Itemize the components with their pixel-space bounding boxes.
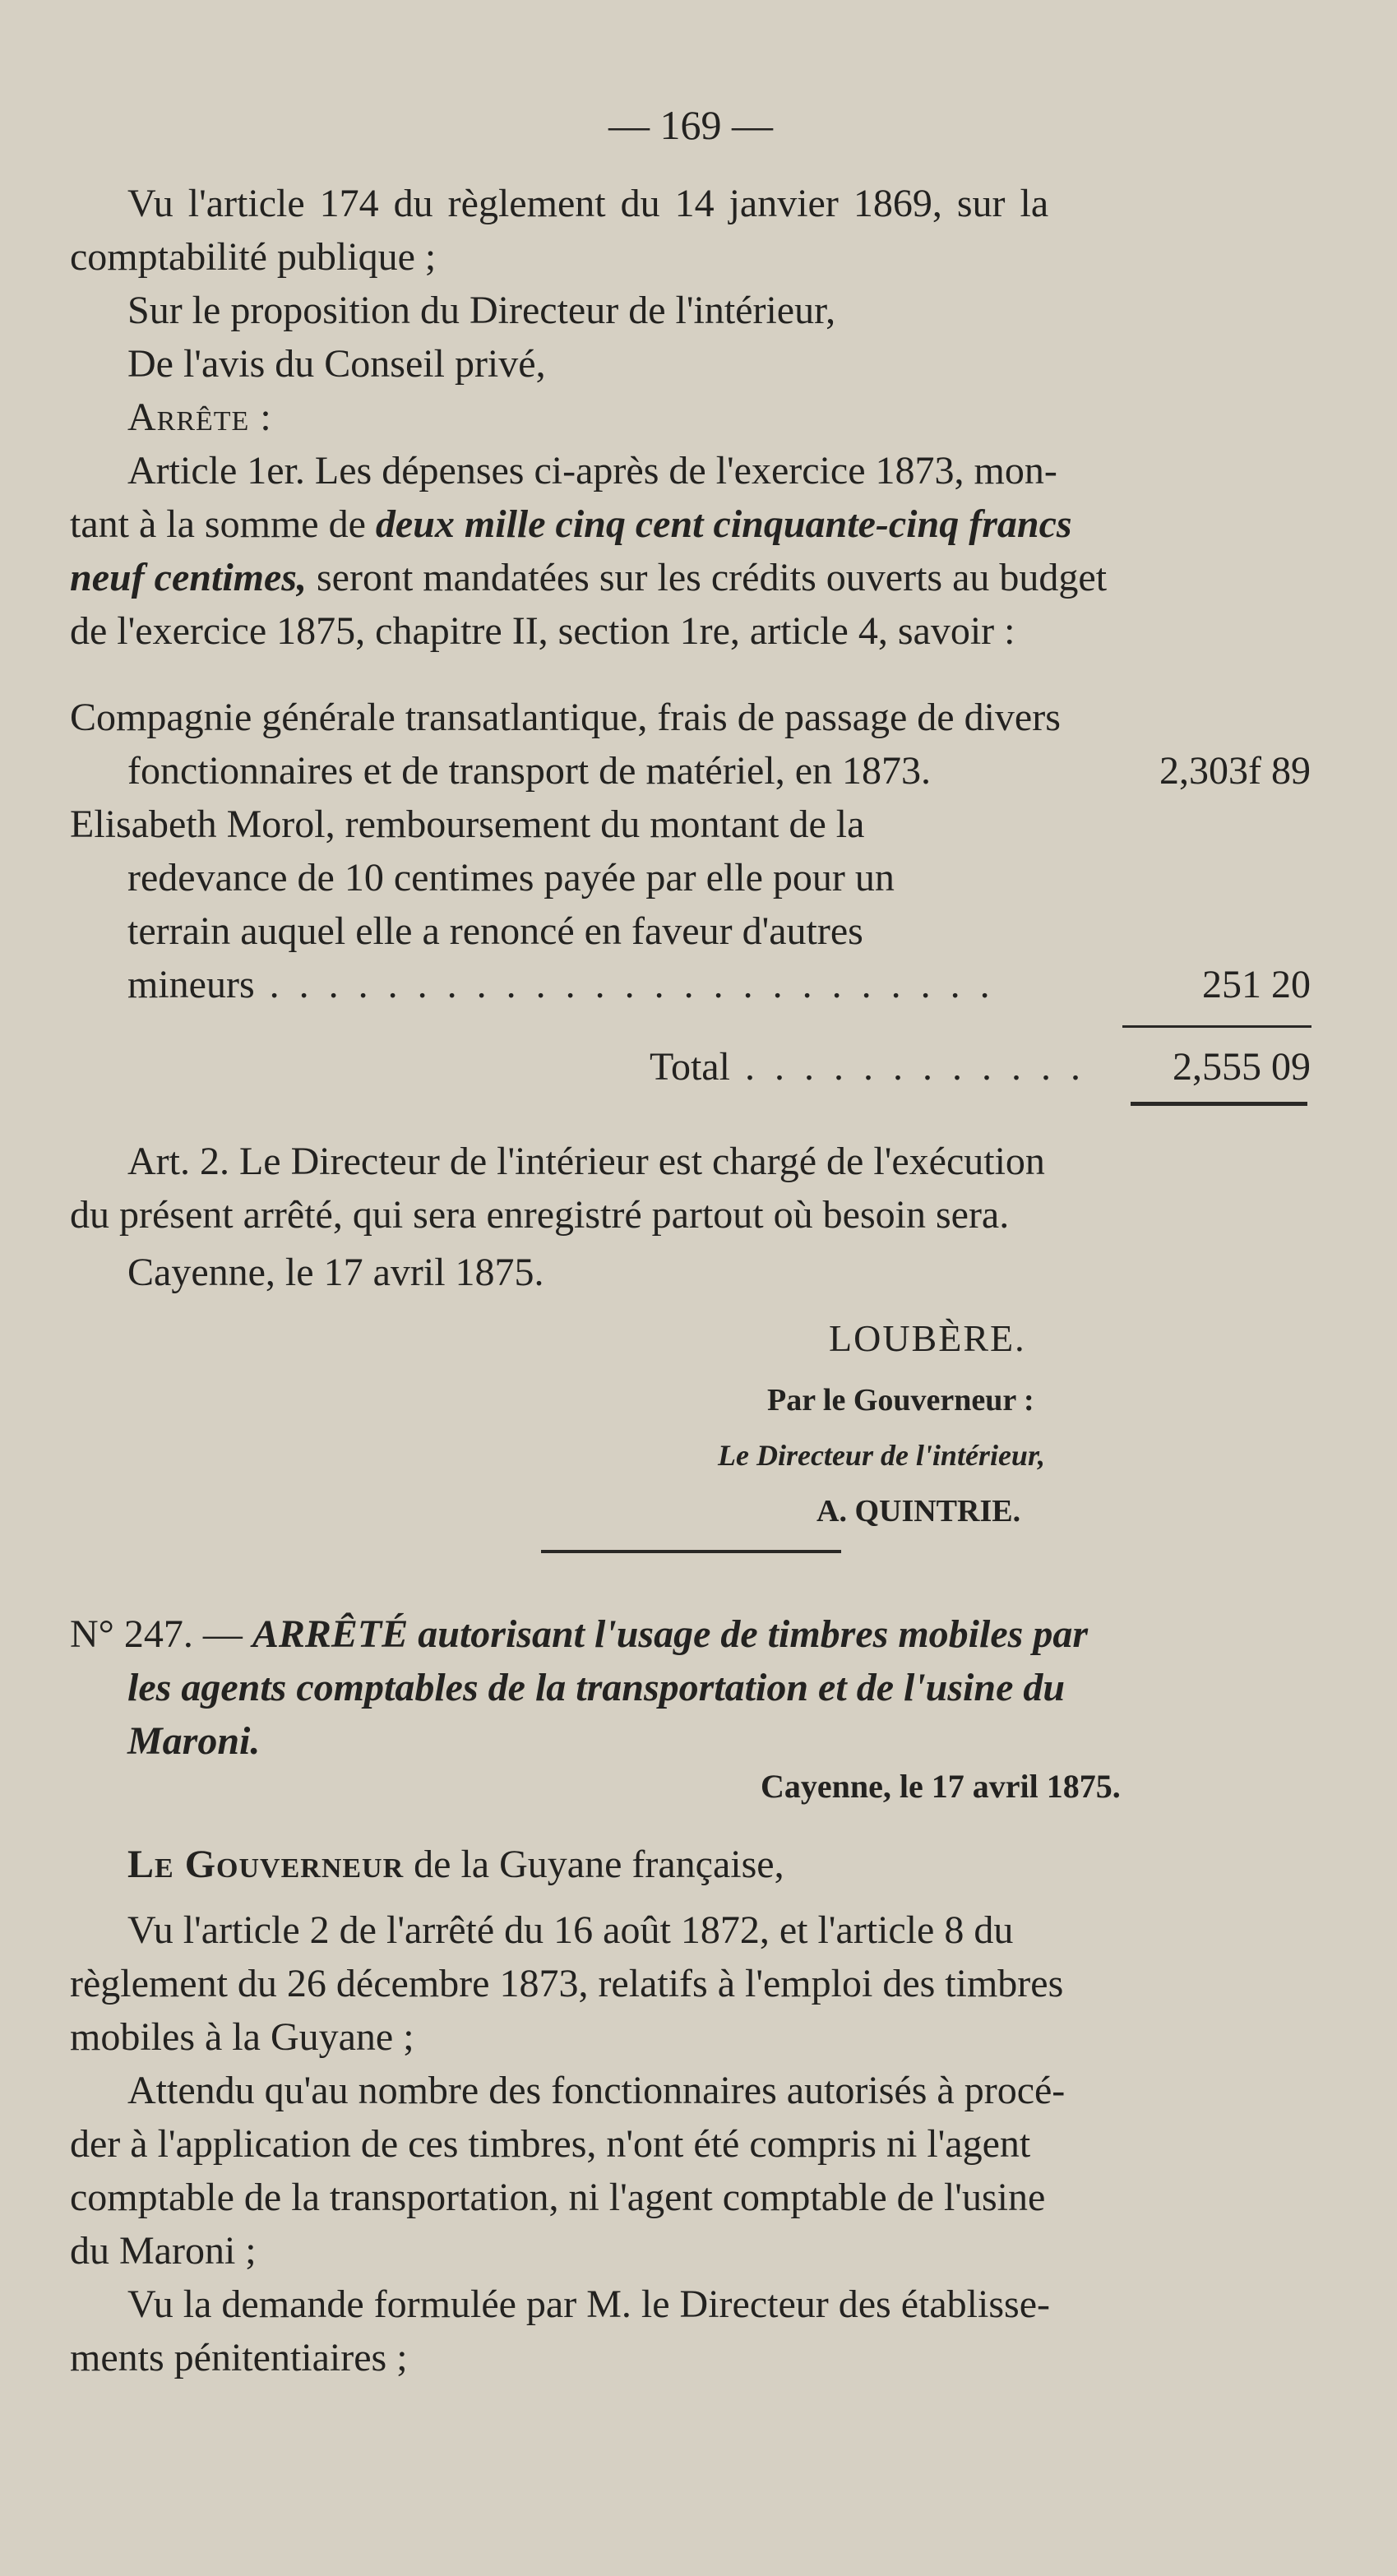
expense-amount: 251 20 [1202, 963, 1311, 1006]
place-date: Cayenne, le 17 avril 1875. [127, 1251, 544, 1294]
page-number: — 169 — [608, 102, 773, 148]
expense-line: Elisabeth Morol, remboursement du montant de la [70, 802, 865, 846]
expense-line: fonctionnaires et de transport de matériel, en 1873. [127, 749, 931, 793]
expense-line: Compagnie générale transatlantique, frais de passage de divers [70, 696, 1061, 739]
article1-line: de l'exercice 1875, chapitre II, section 1re, article 4, savoir : [70, 609, 1015, 653]
decree-place-date: Cayenne, le 17 avril 1875. [761, 1768, 1121, 1805]
body-line: mobiles à la Guyane ; [70, 2015, 414, 2059]
paragraph-line: comptabilité publique ; [70, 235, 437, 279]
decree-heading [70, 1610, 1088, 1659]
governor-rest: de la Guyane française, [404, 1843, 784, 1886]
signature-by: Par le Gouverneur : [767, 1383, 1034, 1417]
dot-leader: . . . . . . . . . . . . [729, 1045, 1085, 1089]
expense-label: mineurs [127, 963, 255, 1006]
article2-line: Art. 2. Le Directeur de l'intérieur est chargé de l'exécution [127, 1140, 1045, 1183]
body-line: Vu l'article 2 de l'arrêté du 16 août 1872, et l'article 8 du [127, 1908, 1014, 1952]
arrete-heading: Arrête : [127, 395, 272, 439]
article1-amount-words: deux mille cinq cent cinquante-cinq francs [375, 502, 1072, 546]
governor-label: Le Gouverneur [127, 1843, 405, 1886]
signature-title: Le Directeur de l'intérieur, [718, 1439, 1045, 1472]
body-line: comptable de la transportation, ni l'agent comptable de l'usine [70, 2176, 1046, 2219]
signature-name: A. QUINTRIE. [816, 1494, 1021, 1528]
body-line: ments pénitentiaires ; [70, 2336, 408, 2379]
signature-governor: LOUBÈRE. [829, 1317, 1026, 1359]
governor-line [127, 1840, 784, 1889]
expense-amount: 2,303f 89 [1159, 749, 1311, 793]
article2-line: du présent arrêté, qui sera enregistré partout où besoin sera. [70, 1193, 1010, 1237]
body-line: du Maroni ; [70, 2229, 257, 2273]
decree-title: ARRÊTÉ autorisant l'usage de timbres mobiles par [252, 1612, 1089, 1656]
paragraph-line: Sur le proposition du Directeur de l'intérieur, [127, 289, 836, 332]
paragraph-line: Vu l'article 174 du règlement du 14 janvier 1869, sur la [127, 182, 1049, 225]
article1-line [70, 500, 1072, 549]
article1-amount-words: neuf centimes, [70, 556, 307, 599]
article1-text: seront mandatées sur les crédits ouverts au budget [306, 556, 1108, 599]
decree-title: les agents comptables de la transportation et de l'usine du [127, 1666, 1066, 1709]
decree-title: Maroni. [127, 1719, 261, 1763]
decree-number: N° 247. — [70, 1612, 252, 1656]
sum-rule [1122, 1025, 1311, 1028]
article1-line [70, 553, 1107, 603]
expense-line: redevance de 10 centimes payée par elle pour un [127, 856, 895, 900]
body-line: Attendu qu'au nombre des fonctionnaires autorisés à procé- [127, 2069, 1066, 2112]
total-amount: 2,555 09 [1173, 1045, 1311, 1089]
total-label: Total [650, 1045, 730, 1089]
body-line: der à l'application de ces timbres, n'ont été compris ni l'agent [70, 2122, 1031, 2166]
body-line: règlement du 26 décembre 1873, relatifs à l'emploi des timbres [70, 1962, 1064, 2005]
body-line: Vu la demande formulée par M. le Directeur des établisse- [127, 2282, 1050, 2326]
dot-leader: . . . . . . . . . . . . . . . . . . . . . . . . . [254, 963, 995, 1006]
section-divider [541, 1550, 841, 1553]
total-rule [1131, 1102, 1307, 1106]
paragraph-line: De l'avis du Conseil privé, [127, 342, 546, 386]
expense-line: terrain auquel elle a renoncé en faveur d'autres [127, 909, 863, 953]
article1-text: tant à la somme de [70, 502, 376, 546]
expense-line [127, 960, 995, 1010]
article1-line: Article 1er. Les dépenses ci-après de l'exercice 1873, mon- [127, 449, 1057, 493]
total-row [650, 1043, 1085, 1092]
